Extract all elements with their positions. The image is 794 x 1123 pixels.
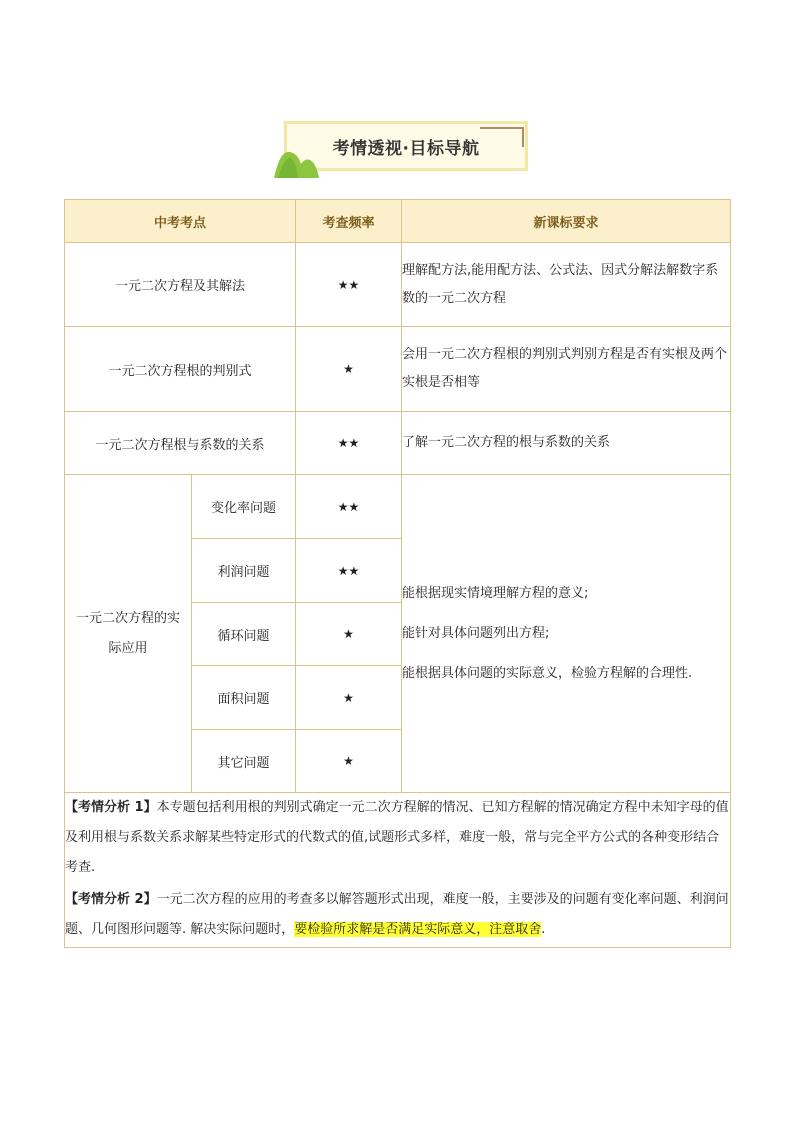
requirement-line: 能针对具体问题列出方程; xyxy=(402,625,550,641)
frequency-cell: ★ xyxy=(296,603,402,666)
frequency-cell: ★★ xyxy=(296,412,402,475)
section-banner xyxy=(274,118,534,180)
frequency-cell: ★ xyxy=(296,666,402,730)
frequency-cell: ★ xyxy=(296,327,402,412)
requirement-cell: 理解配方法,能用配方法、公式法、因式分解法解数字系数的一元二次方程 xyxy=(402,243,731,327)
requirement-line: 能根据具体问题的实际意义，检验方程解的合理性. xyxy=(402,665,693,681)
analysis-row xyxy=(65,793,731,948)
analysis-text-2: 一元二次方程的应用的考查多以解答题形式出现，难度一般，主要涉及的问题有变化率问题、利润问题、几何图形问题等. 解决实际问题时， xyxy=(65,892,729,937)
analysis-highlight: 要检验所求解是否满足实际意义，注意取舍 xyxy=(294,922,542,937)
banner-corner-line-vertical xyxy=(522,127,524,147)
topic-cell: 一元二次方程及其解法 xyxy=(65,243,296,327)
subtopic-cell: 变化率问题 xyxy=(192,475,296,539)
table-row xyxy=(65,412,731,475)
banner-corner-line xyxy=(480,127,524,129)
frequency-cell: ★★ xyxy=(296,475,402,539)
table-row xyxy=(65,475,731,539)
subtopic-cell: 循环问题 xyxy=(192,603,296,666)
topic-cell: 一元二次方程根的判别式 xyxy=(65,327,296,412)
subtopic-cell: 面积问题 xyxy=(192,666,296,730)
analysis-label-1: 【考情分析 1】 xyxy=(65,800,157,815)
topic-cell: 一元二次方程根与系数的关系 xyxy=(65,412,296,475)
table-row xyxy=(65,327,731,412)
application-requirement-cell xyxy=(402,475,731,793)
subtopic-cell: 利润问题 xyxy=(192,539,296,603)
frequency-cell: ★ xyxy=(296,730,402,793)
subtopic-cell: 其它问题 xyxy=(192,730,296,793)
analysis-label-2: 【考情分析 2】 xyxy=(65,892,157,907)
application-topic-cell: 一元二次方程的实际应用 xyxy=(65,475,192,793)
requirement-line: 能根据现实情境理解方程的意义; xyxy=(402,585,589,601)
frequency-cell: ★★ xyxy=(296,243,402,327)
analysis-cell xyxy=(65,793,731,948)
analysis-text-2-end: . xyxy=(541,922,546,937)
requirement-cell: 会用一元二次方程根的判别式判别方程是否有实根及两个实根是否相等 xyxy=(402,327,731,412)
header-frequency: 考查频率 xyxy=(296,200,402,243)
hills-icon xyxy=(274,146,320,178)
analysis-text-1: 本专题包括利用根的判别式确定一元二次方程解的情况、已知方程解的情况确定方程中未知字母的值及利用根与系数关系求解某些特定形式的代数式的值,试题形式多样，难度一般，常与完全平方公式的各种变形结合考查. xyxy=(65,800,729,875)
analysis-paragraph-2 xyxy=(65,885,730,945)
requirement-cell: 了解一元二次方程的根与系数的关系 xyxy=(402,412,731,475)
header-requirement: 新课标要求 xyxy=(402,200,731,243)
banner-title: 考情透视·目标导航 xyxy=(332,138,480,159)
table-row xyxy=(65,243,731,327)
analysis-paragraph-1 xyxy=(65,793,730,883)
table-header-row xyxy=(65,200,731,243)
header-topic: 中考考点 xyxy=(65,200,296,243)
exam-topics-table xyxy=(64,199,731,948)
frequency-cell: ★★ xyxy=(296,539,402,603)
